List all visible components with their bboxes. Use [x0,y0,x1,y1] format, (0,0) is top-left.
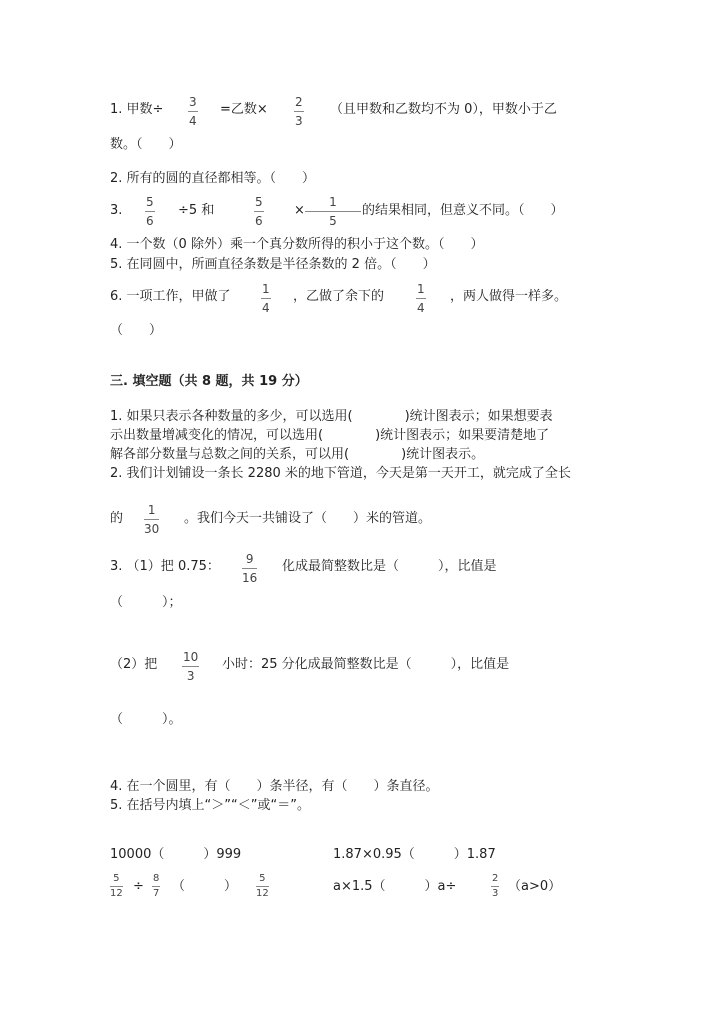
judge-q1-text-a: 1. 甲数÷ [110,102,164,117]
fill-q5-row2-divide: ÷ [133,879,144,894]
fill-q3-text-f: （ ）。 [110,712,182,727]
judge-q6-fraction-1: $\frac{1}{4}$ [262,282,270,315]
judge-q3-text-b: ÷5 和 [178,203,215,218]
fill-q3-text-c: （ ）； [110,595,182,610]
fill-q2-text-a: 的 [110,511,124,526]
judge-q6-fraction-2: $\frac{1}{4}$ [417,282,425,315]
fill-q5-row2-blank: （ ） [172,879,238,894]
fill-q5-title: 5. 在括号内填上“＞”“＜”或“＝”。 [110,798,310,813]
fill-q4: 4. 在一个圆里，有（ ）条半径，有（ ）条直径。 [110,779,439,794]
fill-q3-fraction-1: $\frac{9}{16}$ [242,552,258,585]
judge-q3-text-d: 的结果相同，但意义不同。（ ） [362,203,564,218]
fill-q5-row2-right-fraction: $\frac{2}{3}$ [492,873,499,899]
fill-q3-text-a: 3. （1）把 0.75： [110,559,220,574]
fill-q5-row2-fraction-3: $\frac{5}{12}$ [256,873,269,899]
fill-q2-text-b: 。我们今天一共铺设了（ ）米的管道。 [184,511,432,526]
judge-q3-fraction-3: $\frac{1}{5}$ [305,196,361,227]
judge-q1-text-c: （且甲数和乙数均不为 0），甲数小于乙 [330,102,557,117]
judge-q1-fraction-2: $\frac{2}{3}$ [295,95,303,128]
fill-q1-line-3: 解各部分数量与总数之间的关系，可以用( )统计图表示。 [110,447,485,462]
judge-q1-text-b: =乙数× [220,102,268,117]
judge-q6-text-a: 6. 一项工作，甲做了 [110,289,231,304]
fill-q3-text-b: 化成最简整数比是（ ），比值是 [282,559,497,574]
fill-q5-row2-right-c: （a>0） [508,879,562,894]
fill-q5-row1-left: 10000（ ）999 [110,847,242,862]
fill-q3-text-e: 小时：25 分化成最简整数比是（ ），比值是 [222,657,510,672]
fill-q5-row2-fraction-1: $\frac{5}{12}$ [110,873,123,899]
fill-q2-fraction: $\frac{1}{30}$ [144,503,160,536]
section-title: 三. 填空题（共 8 题，共 19 分） [110,374,308,389]
fill-q5-row1-right: 1.87×0.95（ ）1.87 [333,847,496,862]
judge-q6-text-b: ，乙做了余下的 [293,289,385,304]
fill-q5-row2-right-a: a×1.5（ ）a÷ [333,879,457,894]
judge-q3-text-c: × [294,203,305,218]
fill-q3-fraction-2: $\frac{10}{3}$ [183,650,199,683]
judge-q1-fraction-1: $\frac{3}{4}$ [189,95,197,128]
judge-q1-text-d: 数。（ ） [110,137,182,152]
judge-q5: 5. 在同圆中，所画直径条数是半径条数的 2 倍。（ ） [110,257,436,272]
judge-q3-text-a: 3. [110,203,123,218]
fill-q1-line-2: 示出数量增减变化的情况，可以选用( )统计图表示；如果要清楚地了 [110,428,550,443]
judge-q3-fraction-2: $\frac{5}{6}$ [255,195,263,228]
fill-q5-row2-fraction-2: $\frac{8}{7}$ [153,873,160,899]
judge-q2: 2. 所有的圆的直径都相等。（ ） [110,171,316,186]
fill-q2-line-1: 2. 我们计划铺设一条长 2280 米的地下管道，今天是第一天开工，就完成了全长 [110,466,571,481]
judge-q3-fraction-1: $\frac{5}{6}$ [146,195,154,228]
judge-q6-text-d: （ ） [110,323,163,338]
fill-q1-line-1: 1. 如果只表示各种数量的多少，可以选用( )统计图表示；如果想要表 [110,409,553,424]
judge-q4: 4. 一个数（0 除外）乘一个真分数所得的积小于这个数。（ ） [110,237,484,252]
fill-q3-text-d: （2）把 [110,657,158,672]
judge-q6-text-c: ，两人做得一样多。 [450,289,568,304]
